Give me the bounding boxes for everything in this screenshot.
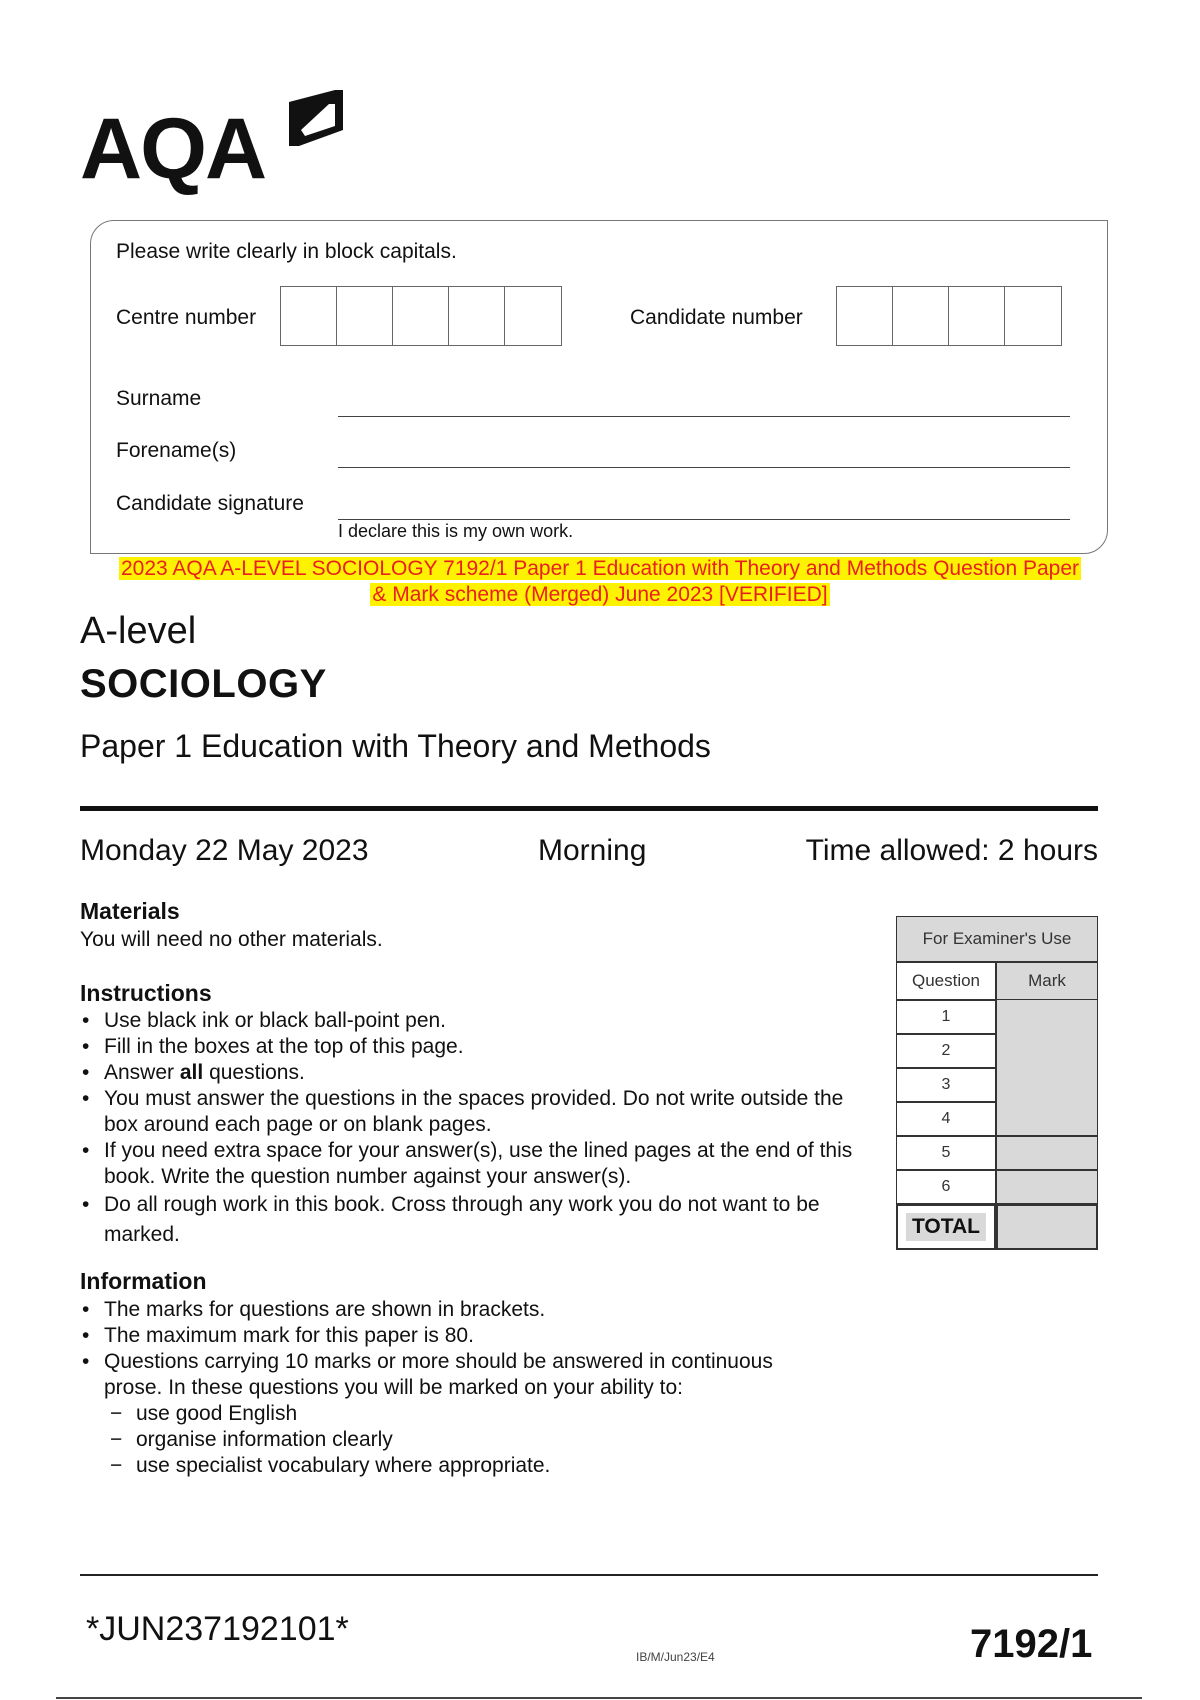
exam-level: A-level <box>80 610 197 652</box>
centre-digit-box[interactable] <box>281 287 337 345</box>
questions-text: questions. <box>209 1061 305 1084</box>
list-item: • Fill in the boxes at the top of this page. <box>80 1034 870 1060</box>
all-emphasis: all <box>179 1061 204 1084</box>
list-item: − use good English <box>102 1401 802 1427</box>
list-item: • If you need extra space for your answer(s), use the lined pages at the end of this book. Write the question number against your answer(s). <box>80 1138 870 1190</box>
list-item: • Do all rough work in this book. Cross through any work you do not want to be marked. <box>80 1190 870 1250</box>
list-item <box>80 1060 870 1086</box>
mark-cell[interactable] <box>996 1136 1098 1170</box>
logo-text: AQA <box>80 101 266 197</box>
exam-date: Monday 22 May 2023 <box>80 834 369 867</box>
question-number: 1 <box>896 1000 996 1034</box>
list-item: • Questions carrying 10 marks or more should be answered in continuous prose. In these questions you will be marked on your ability to: <box>80 1349 784 1401</box>
mark-cell[interactable] <box>996 1068 1098 1102</box>
surname-line[interactable] <box>338 416 1070 417</box>
time-allowed: Time allowed: 2 hours <box>805 834 1098 867</box>
signature-label: Candidate signature <box>116 492 304 515</box>
question-column-header: Question <box>896 962 996 1000</box>
logo-mark-icon <box>285 90 347 152</box>
question-number: 4 <box>896 1102 996 1136</box>
centre-digit-box[interactable] <box>337 287 393 345</box>
question-number: 2 <box>896 1034 996 1068</box>
mark-cell[interactable] <box>996 1170 1098 1204</box>
candidate-digit-box[interactable] <box>949 287 1005 345</box>
title-banner <box>60 556 1140 608</box>
information-list <box>80 1297 900 1401</box>
exam-session: Morning <box>538 834 647 867</box>
reference-code: IB/M/Jun23/E4 <box>636 1650 715 1664</box>
list-item: − use specialist vocabulary where appropriate. <box>102 1453 802 1479</box>
mark-cell[interactable] <box>996 1034 1098 1068</box>
centre-digit-box[interactable] <box>449 287 505 345</box>
centre-digit-box[interactable] <box>393 287 449 345</box>
list-item: − organise information clearly <box>102 1427 802 1453</box>
paper-code: 7192/1 <box>970 1622 1093 1666</box>
question-number: 6 <box>896 1170 996 1204</box>
list-item: • Use black ink or black ball-point pen. <box>80 1008 870 1034</box>
candidate-digit-box[interactable] <box>1005 287 1061 345</box>
block-capitals-instruction: Please write clearly in block capitals. <box>116 240 457 263</box>
mark-cell[interactable] <box>996 1102 1098 1136</box>
exam-paper-title: Paper 1 Education with Theory and Methods <box>80 728 711 764</box>
list-item: • The maximum mark for this paper is 80. <box>80 1323 900 1349</box>
candidate-number-label: Candidate number <box>630 306 803 329</box>
materials-heading: Materials <box>80 898 180 924</box>
list-item: • The marks for questions are shown in brackets. <box>80 1297 900 1323</box>
total-mark-cell[interactable] <box>996 1204 1098 1250</box>
aqa-logo <box>80 88 350 198</box>
list-item: • You must answer the questions in the spaces provided. Do not write outside the box around each page or on blank pages. <box>80 1086 870 1138</box>
examiner-table-heading: For Examiner's Use <box>896 916 1098 962</box>
instructions-heading: Instructions <box>80 980 212 1006</box>
surname-label: Surname <box>116 387 202 410</box>
total-label: TOTAL <box>906 1213 986 1241</box>
barcode-text: *JUN237192101* <box>86 1610 349 1648</box>
exam-subject: SOCIOLOGY <box>80 662 327 706</box>
forenames-line[interactable] <box>338 467 1070 468</box>
candidate-number-field[interactable] <box>836 286 1062 346</box>
mark-column-header: Mark <box>996 962 1098 1000</box>
question-number: 3 <box>896 1068 996 1102</box>
information-sub-list <box>102 1401 802 1479</box>
information-heading: Information <box>80 1268 207 1294</box>
page-bottom-rule <box>56 1697 1142 1699</box>
footer-divider <box>80 1574 1098 1576</box>
materials-text: You will need no other materials. <box>80 928 383 951</box>
centre-number-field[interactable] <box>280 286 562 346</box>
examiner-use-table <box>896 916 1098 1250</box>
centre-digit-box[interactable] <box>505 287 561 345</box>
total-label-cell <box>896 1204 996 1250</box>
banner-line-1: 2023 AQA A-LEVEL SOCIOLOGY 7192/1 Paper 1 Education with Theory and Methods Question Paper <box>120 557 1080 580</box>
forenames-label: Forename(s) <box>116 439 237 462</box>
banner-line-2: & Mark scheme (Merged) June 2023 [VERIFIED] <box>372 583 828 606</box>
instructions-list <box>80 1008 870 1250</box>
question-number: 5 <box>896 1136 996 1170</box>
centre-number-label: Centre number <box>116 306 257 329</box>
declaration-text: I declare this is my own work. <box>338 521 574 541</box>
candidate-digit-box[interactable] <box>837 287 893 345</box>
signature-line[interactable] <box>338 519 1070 520</box>
mark-cell[interactable] <box>996 1000 1098 1034</box>
candidate-digit-box[interactable] <box>893 287 949 345</box>
title-divider <box>80 806 1098 811</box>
answer-text: Answer <box>104 1061 175 1084</box>
